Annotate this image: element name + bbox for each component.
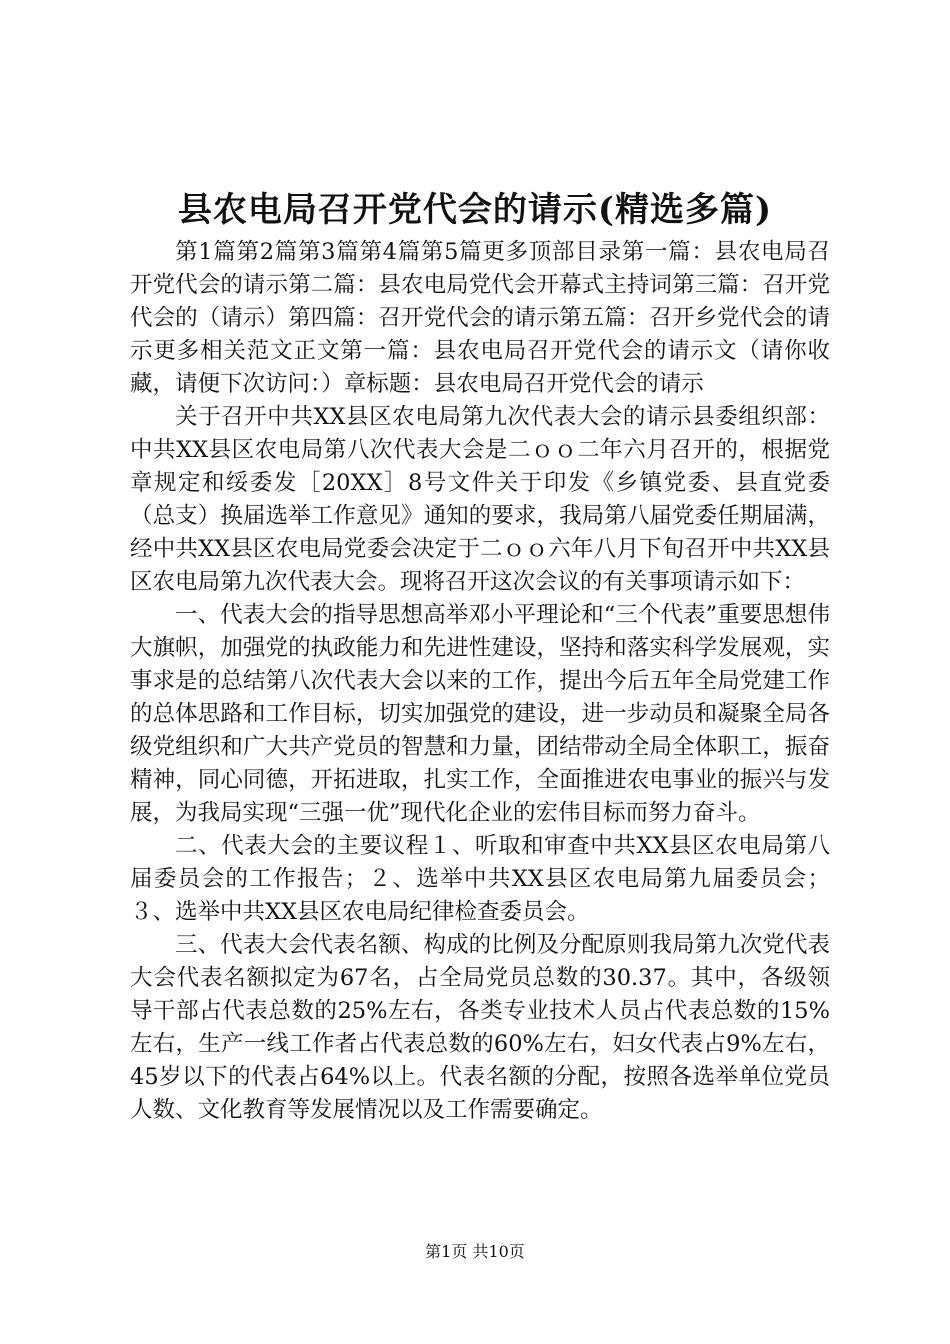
paragraph-table-of-contents: 第1篇第2篇第3篇第4篇第5篇更多顶部目录第一篇：县农电局召开党代会的请示第二篇：县农电局党代会开幕式主持词第三篇：召开党代会的（请示）第四篇：召开党代会的请示第五篇：召开乡党代会的请示更多相关范文正文第一篇：县农电局召开党代会的请示文（请你收藏，请便下次访问：）章标题：县农电局召开党代会的请示	[130, 239, 830, 397]
paragraph-main-agenda: 二、代表大会的主要议程１、听取和审查中共XX县区农电局第八届委员会的工作报告；２、选举中共XX县区农电局第九届委员会；３、选举中共XX县区农电局纪律检查委员会。	[130, 833, 830, 925]
document-body	[130, 236, 830, 1127]
paragraph-guiding-ideology: 一、代表大会的指导思想高举邓小平理论和“三个代表”重要思想伟大旗帜，加强党的执政能力和先进性建设，坚持和落实科学发展观，实事求是的总结第八次代表大会以来的工作，提出今后五年全局党建工作的总体思路和工作目标，切实加强党的建设，进一步动员和凝聚全局各级党组织和广大共产党员的智慧和力量，团结带动全局全体职工，振奋精神，同心同德，开拓进取，扎实工作，全面推进农电事业的振兴与发展，为我局实现“三强一优”现代化企业的宏伟目标而努力奋斗。	[130, 602, 830, 826]
page-number-footer: 第1页 共10页	[425, 1242, 525, 1261]
paragraph-request-intro: 关于召开中共XX县区农电局第九次代表大会的请示县委组织部：中共XX县区农电局第八次代表大会是二ｏｏ二年六月召开的，根据党章规定和绥委发［20XX］8号文件关于印发《乡镇党委、县直党委（总支）换届选举工作意见》通知的要求，我局第八届党委任期届满，经中共XX县区农电局党委会决定于二ｏｏ六年八月下旬召开中共XX县区农电局第九次代表大会。现将召开这次会议的有关事项请示如下：	[130, 404, 830, 595]
document-title: 县农电局召开党代会的请示(精选多篇)	[177, 190, 773, 230]
paragraph-delegate-quota: 三、代表大会代表名额、构成的比例及分配原则我局第九次党代表大会代表名额拟定为67名，占全局党员总数的30.37。其中，各级领导干部占代表总数的25%左右，各类专业技术人员占代表总数的15%左右，生产一线工作者占代表总数的60%左右，妇女代表占9%左右，45岁以下的代表占64%以上。代表名额的分配，按照各选举单位党员人数、文化教育等发展情况以及工作需要确定。	[130, 932, 830, 1123]
